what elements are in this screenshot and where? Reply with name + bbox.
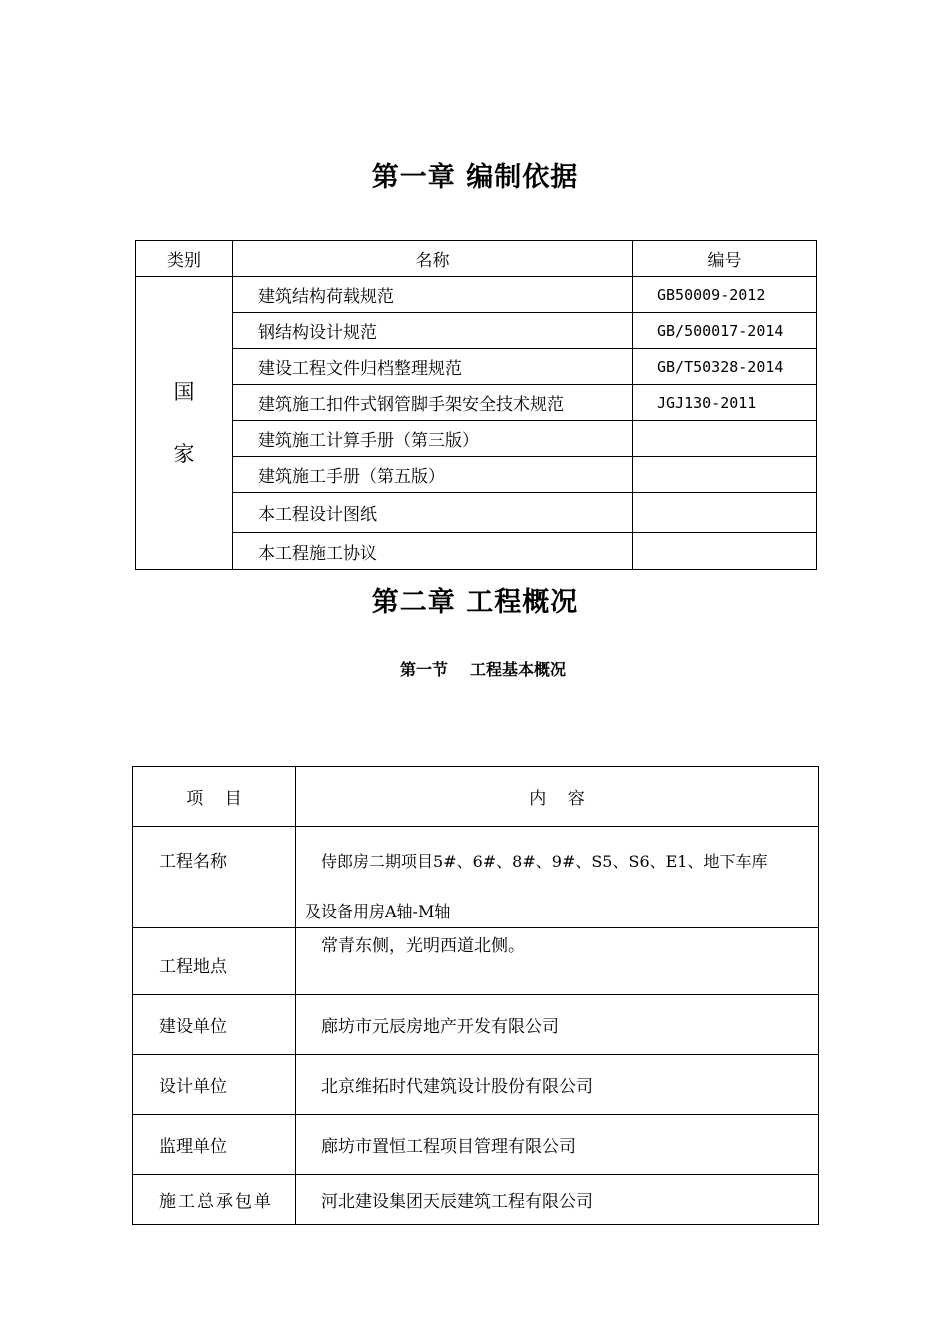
project-name-line-1: 侍郎房二期项目5#、6#、8#、9#、S5、S6、E1、地下车库 <box>321 852 768 871</box>
row-value: 河北建设集团天辰建筑工程有限公司 <box>296 1175 819 1225</box>
table-row <box>136 493 817 533</box>
standard-code: JGJ130-2011 <box>633 385 817 421</box>
category-cell <box>136 277 233 570</box>
row-value <box>296 827 819 928</box>
standard-code <box>633 493 817 533</box>
standard-name: 建筑结构荷载规范 <box>233 277 633 313</box>
standard-code <box>633 533 817 570</box>
row-value: 常青东侧，光明西道北侧。 <box>296 928 819 995</box>
standard-name: 建筑施工手册（第五版） <box>233 457 633 493</box>
row-value: 北京维拓时代建筑设计股份有限公司 <box>296 1055 819 1115</box>
standard-code: GB/500017-2014 <box>633 313 817 349</box>
header-category: 类别 <box>136 241 233 277</box>
header-content: 内 容 <box>296 767 819 827</box>
category-char-1: 国 <box>173 380 195 404</box>
section-title: 工程基本概况 <box>470 660 567 679</box>
row-label: 工程名称 <box>133 827 296 928</box>
row-label: 监理单位 <box>133 1115 296 1175</box>
project-name-line-2: 及设备用房A轴-M轴 <box>305 902 451 921</box>
table-row <box>136 313 817 349</box>
table-row <box>136 349 817 385</box>
table-row <box>136 385 817 421</box>
standard-name: 建筑施工扣件式钢管脚手架安全技术规范 <box>233 385 633 421</box>
standard-code: GB50009-2012 <box>633 277 817 313</box>
section-heading <box>0 657 950 680</box>
header-name: 名称 <box>233 241 633 277</box>
row-label: 建设单位 <box>133 995 296 1055</box>
standard-name: 本工程施工协议 <box>233 533 633 570</box>
table-row <box>136 277 817 313</box>
table-row <box>136 533 817 570</box>
table-header-row <box>133 767 819 827</box>
table-row <box>133 827 819 928</box>
standard-code <box>633 421 817 457</box>
header-item: 项 目 <box>133 767 296 827</box>
table-header-row <box>136 241 817 277</box>
table-row <box>133 1055 819 1115</box>
standard-name: 建设工程文件归档整理规范 <box>233 349 633 385</box>
standard-code <box>633 457 817 493</box>
table-row <box>136 421 817 457</box>
table-row <box>136 457 817 493</box>
standard-code: GB/T50328-2014 <box>633 349 817 385</box>
row-label: 施工总承包单 <box>133 1175 296 1225</box>
row-label: 工程地点 <box>133 928 296 995</box>
table-row <box>133 995 819 1055</box>
chapter2-title: 第二章 工程概况 <box>371 587 579 618</box>
row-label: 设计单位 <box>133 1055 296 1115</box>
table-row <box>133 1175 819 1225</box>
standard-name: 建筑施工计算手册（第三版） <box>233 421 633 457</box>
standard-name: 本工程设计图纸 <box>233 493 633 533</box>
table-row <box>133 1115 819 1175</box>
row-value: 廊坊市置恒工程项目管理有限公司 <box>296 1115 819 1175</box>
overview-table <box>132 766 819 1225</box>
section-number: 第一节 <box>399 660 448 679</box>
row-value: 廊坊市元辰房地产开发有限公司 <box>296 995 819 1055</box>
header-code: 编号 <box>633 241 817 277</box>
chapter1-title: 第一章 编制依据 <box>371 162 579 193</box>
basis-table <box>135 240 817 570</box>
table-row <box>133 928 819 995</box>
category-char-2: 家 <box>173 442 195 466</box>
standard-name: 钢结构设计规范 <box>233 313 633 349</box>
